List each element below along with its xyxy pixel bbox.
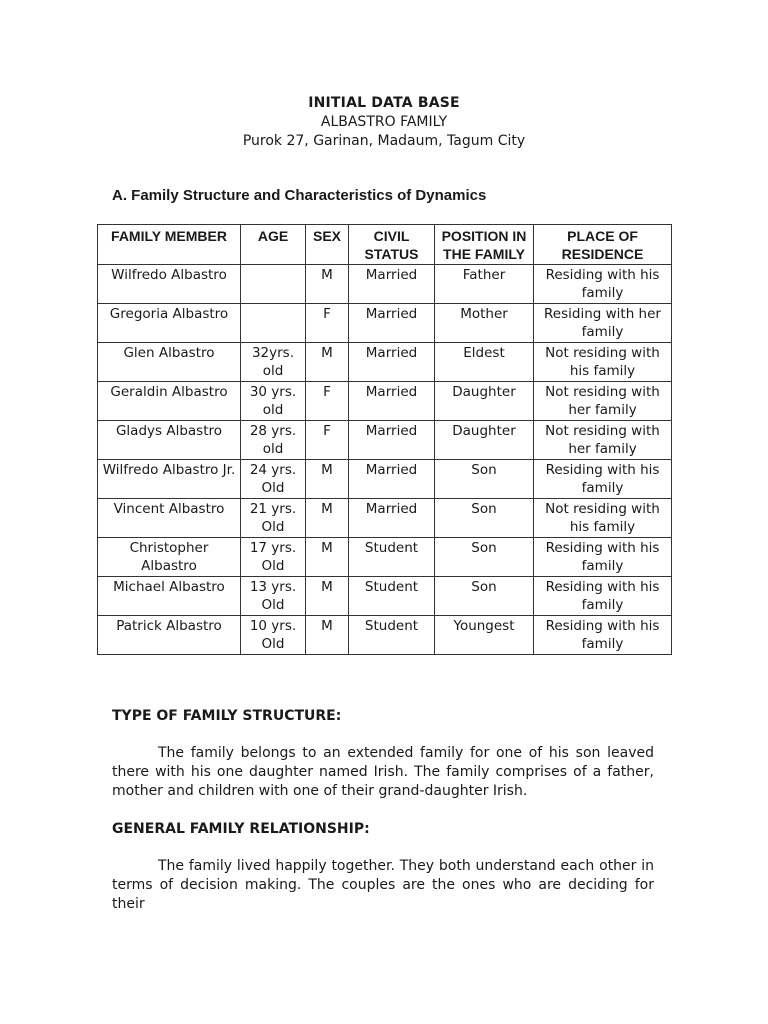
family-name: ALBASTRO FAMILY [320,114,448,130]
age-cell: 21 yrs. Old [241,499,306,538]
civil-status-cell: Student [349,616,435,655]
position-cell: Father [435,265,534,304]
age-cell [241,265,306,304]
table-body [98,265,672,655]
civil-status-cell: Married [349,421,435,460]
civil-status-cell: Married [349,460,435,499]
position-cell: Eldest [435,343,534,382]
table-row [98,304,672,343]
sex-cell: M [306,343,349,382]
family-structure-paragraph: The family belongs to an extended family for one of his son leaved there with his one daughter named Irish. The family comprises of a father, mother and children with one of their grand-daughter Irish. [112,745,654,799]
age-cell: 17 yrs. Old [241,538,306,577]
civil-status-cell: Married [349,499,435,538]
document-title: INITIAL DATA BASE [308,95,460,111]
sex-cell: M [306,538,349,577]
sex-cell: F [306,421,349,460]
position-cell: Daughter [435,421,534,460]
sex-cell: M [306,265,349,304]
age-cell: 13 yrs. Old [241,577,306,616]
age-cell: 30 yrs. old [241,382,306,421]
civil-status-cell: Married [349,265,435,304]
sex-cell: M [306,616,349,655]
table-header-row [98,225,672,265]
family-address: Purok 27, Garinan, Madaum, Tagum City [242,133,526,149]
age-cell: 10 yrs. Old [241,616,306,655]
family-structure-heading: TYPE OF FAMILY STRUCTURE: [112,708,342,724]
table-row [98,265,672,304]
column-header-family-member: FAMILY MEMBER [98,225,241,265]
civil-status-cell: Married [349,343,435,382]
position-cell: Son [435,460,534,499]
column-header-civil-status: CIVIL STATUS [349,225,435,265]
column-header-age: AGE [241,225,306,265]
position-cell: Daughter [435,382,534,421]
position-cell: Youngest [435,616,534,655]
member-cell: Gladys Albastro [98,421,241,460]
member-cell: Michael Albastro [98,577,241,616]
age-cell: 32yrs. old [241,343,306,382]
residence-cell: Residing with his family [534,460,672,499]
residence-cell: Residing with his family [534,538,672,577]
residence-cell: Residing with his family [534,616,672,655]
position-cell: Son [435,538,534,577]
civil-status-cell: Student [349,538,435,577]
member-cell: Wilfredo Albastro Jr. [98,460,241,499]
table-row [98,382,672,421]
column-header-sex: SEX [306,225,349,265]
residence-cell: Residing with his family [534,577,672,616]
table-row [98,577,672,616]
family-table [97,224,672,655]
member-cell: Glen Albastro [98,343,241,382]
section-a-heading: A. Family Structure and Characteristics of Dynamics [112,187,487,204]
family-relationship-heading: GENERAL FAMILY RELATIONSHIP: [112,821,370,837]
residence-cell: Not residing with his family [534,343,672,382]
column-header-position: POSITION IN THE FAMILY [435,225,534,265]
age-cell: 28 yrs. old [241,421,306,460]
document-header [0,94,768,151]
age-cell: 24 yrs. Old [241,460,306,499]
civil-status-cell: Married [349,382,435,421]
member-cell: Christopher Albastro [98,538,241,577]
residence-cell: Not residing with her family [534,382,672,421]
table-row [98,616,672,655]
sex-cell: M [306,577,349,616]
residence-cell: Residing with her family [534,304,672,343]
member-cell: Wilfredo Albastro [98,265,241,304]
family-relationship-paragraph: The family lived happily together. They both understand each other in terms of decision making. The couples are the ones who are deciding for their [112,858,654,912]
member-cell: Vincent Albastro [98,499,241,538]
table-row [98,499,672,538]
age-cell [241,304,306,343]
civil-status-cell: Student [349,577,435,616]
residence-cell: Not residing with his family [534,499,672,538]
table-row [98,538,672,577]
sex-cell: M [306,499,349,538]
sex-cell: F [306,304,349,343]
member-cell: Geraldin Albastro [98,382,241,421]
position-cell: Mother [435,304,534,343]
position-cell: Son [435,499,534,538]
residence-cell: Not residing with her family [534,421,672,460]
residence-cell: Residing with his family [534,265,672,304]
table-row [98,460,672,499]
column-header-residence: PLACE OF RESIDENCE [534,225,672,265]
member-cell: Patrick Albastro [98,616,241,655]
civil-status-cell: Married [349,304,435,343]
table-row [98,343,672,382]
position-cell: Son [435,577,534,616]
sex-cell: F [306,382,349,421]
sex-cell: M [306,460,349,499]
member-cell: Gregoria Albastro [98,304,241,343]
table-row [98,421,672,460]
